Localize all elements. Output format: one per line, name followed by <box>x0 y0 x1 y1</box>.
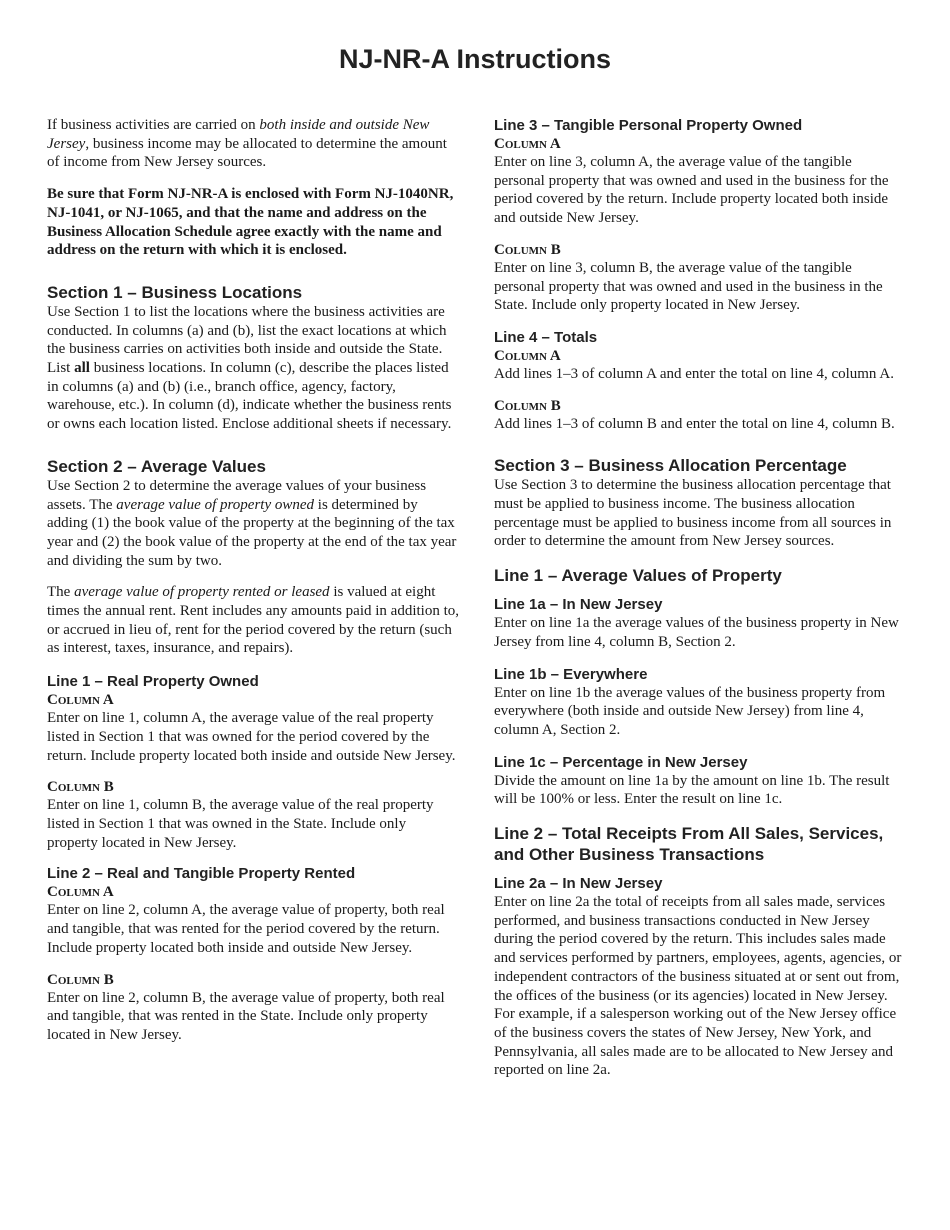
section3-heading: Section 3 – Business Allocation Percentage <box>494 456 847 476</box>
line2-heading: Line 2 – Real and Tangible Property Rented <box>47 865 356 883</box>
s3-line1b-text: Enter on line 1b the average values of the business property from everywhere (both inside and outside New Jersey) from line 4, column A, Section 2. <box>494 684 886 738</box>
intro-text-end: , business income may be allocated to determine the amount of income from New Jersey sources. <box>47 135 447 171</box>
left-column <box>47 116 459 1045</box>
line2-col-b-label: Column B <box>47 971 114 988</box>
s3-line1a-heading: Line 1a – In New Jersey <box>494 596 663 614</box>
intro-text: If business activities are carried on <box>47 117 260 133</box>
line1-heading: Line 1 – Real Property Owned <box>47 673 259 691</box>
s3-line1c-text: Divide the amount on line 1a by the amount on line 1b. The result will be 100% or less. Enter the result on line 1c. <box>494 772 890 808</box>
line1-col-b-text: Enter on line 1, column B, the average value of the real property listed in Section 1 that was owned in the State. Include only property located in New Jersey. <box>47 797 434 851</box>
section3-text: Use Section 3 to determine the business allocation percentage that must be applied to business income. The business allocation percentage must be applied to business income from all sources in order to determine the amount from New Jersey sources. <box>494 477 892 550</box>
intro-italic: both inside and outside New Jersey <box>47 117 430 152</box>
section1-heading: Section 1 – Business Locations <box>47 282 303 302</box>
right-column <box>494 116 906 1080</box>
section1-text <box>47 303 459 434</box>
line3-col-a-label: Column A <box>494 136 561 152</box>
s3-line1b-heading: Line 1b – Everywhere <box>494 665 648 683</box>
section2-p2-b: is valued at eight times the annual rent. Rent includes any amounts paid in addition to, or accrued in lieu of, rent for the period covered by the return (such as interest, taxes, insurance, and repairs). <box>47 584 460 657</box>
line4-col-b-label: Column B <box>494 397 561 414</box>
line3-heading: Line 3 – Tangible Personal Property Owned <box>494 117 803 134</box>
section2-p1-a: Use Section 2 to determine the average values of your business assets. The <box>47 477 427 513</box>
s3-line2a-heading: Line 2a – In New Jersey <box>494 875 663 893</box>
line4-col-b-text: Add lines 1–3 of column B and enter the total on line 4, column B. <box>494 415 895 432</box>
section1-bold: all <box>74 360 90 377</box>
section1-text-end: business locations. In column (c), describe the places listed in columns (a) and (b) (i.e., branch office, agency, factory, warehouse, etc.). In column (d), indicate whether the business rents or owns each location listed. Enclose additional sheets if necessary. <box>47 360 452 433</box>
line3-col-b-label: Column B <box>494 241 561 258</box>
intro-paragraph <box>47 116 459 172</box>
enclosure-notice: Be sure that Form NJ-NR-A is enclosed with Form NJ-1040NR, NJ-1041, or NJ-1065, and that the name and address on the Business Allocation Schedule agree exactly with the name and address on the return with which it is enclosed. <box>47 186 454 259</box>
section2-p1-italic: average value of property owned <box>116 496 315 513</box>
section2-heading: Section 2 – Average Values <box>47 456 266 476</box>
s3-line1a-text: Enter on line 1a the average values of the business property in New Jersey from line 4, column B, Section 2. <box>494 615 899 650</box>
line2-col-b-text: Enter on line 2, column B, the average value of property, both real and tangible, that was rented in the State. Include only property located in New Jersey. <box>47 989 445 1043</box>
line3-col-a-text: Enter on line 3, column A, the average value of the tangible personal property that was owned and used in the business for the period covered by the return. Include property located both inside and outside New Jersey. <box>494 154 889 227</box>
section2-para1 <box>47 477 459 571</box>
line3-col-b-text: Enter on line 3, column B, the average value of the tangible personal property that was owned and used in the business in the State. Include only property located in New Jersey. <box>494 259 883 314</box>
line1-col-a-label: Column A <box>47 692 114 709</box>
page-title: NJ-NR-A Instructions <box>338 44 611 74</box>
s3-line2a-text: Enter on line 2a the total of receipts from all sales made, services performed, and business transactions conducted in New Jersey during the period covered by the return. This includes sales made and services performed by partners, employees, agents, agencies, or independent contractors of the business situated at or sent out from, the offices of the business (or its agencies) located in New Jersey. For example, if a salesperson working out of the New Jersey office of the business covers the states of New Jersey, New York, and Pennsylvania, all sales made are to be allocated to New Jersey and reported on line 2a. <box>494 894 902 1079</box>
line1-col-b-label: Column B <box>47 779 114 796</box>
line1-col-a-text: Enter on line 1, column A, the average value of the real property listed in Section 1 that was owned for the period covered by the return. Include property located both inside and outside New Jersey. <box>47 710 456 764</box>
line4-col-a-text: Add lines 1–3 of column A and enter the total on line 4, column A. <box>494 365 894 382</box>
s3-line1-heading: Line 1 – Average Values of Property <box>494 566 782 586</box>
s3-line1c-heading: Line 1c – Percentage in New Jersey <box>494 753 748 771</box>
section2-p2-a: The <box>47 584 75 601</box>
section2-p1-b: is determined by adding (1) the book value of the property at the beginning of the tax year and (2) the book value of the property at the end of the tax year and dividing the sum by two. <box>47 496 457 569</box>
section2-p2-italic: average value of property rented or leased <box>74 584 330 601</box>
line4-heading: Line 4 – Totals <box>494 328 598 346</box>
line4-col-a-label: Column A <box>494 347 561 364</box>
line2-col-a-label: Column A <box>47 884 114 901</box>
line2-col-a-text: Enter on line 2, column A, the average value of property, both real and tangible, that was rented for the period covered by the return. Include property located both inside and outside New Jersey. <box>47 902 445 956</box>
s3-line2-heading: Line 2 – Total Receipts From All Sales, Services, and Other Business Transactions <box>494 824 884 865</box>
section2-para2 <box>47 583 459 658</box>
section1-text-start: Use Section 1 to list the locations where the business activities are conducted. In columns (a) and (b), list the exact locations at which the business carries on activities both inside and outside the State. List <box>47 303 447 377</box>
